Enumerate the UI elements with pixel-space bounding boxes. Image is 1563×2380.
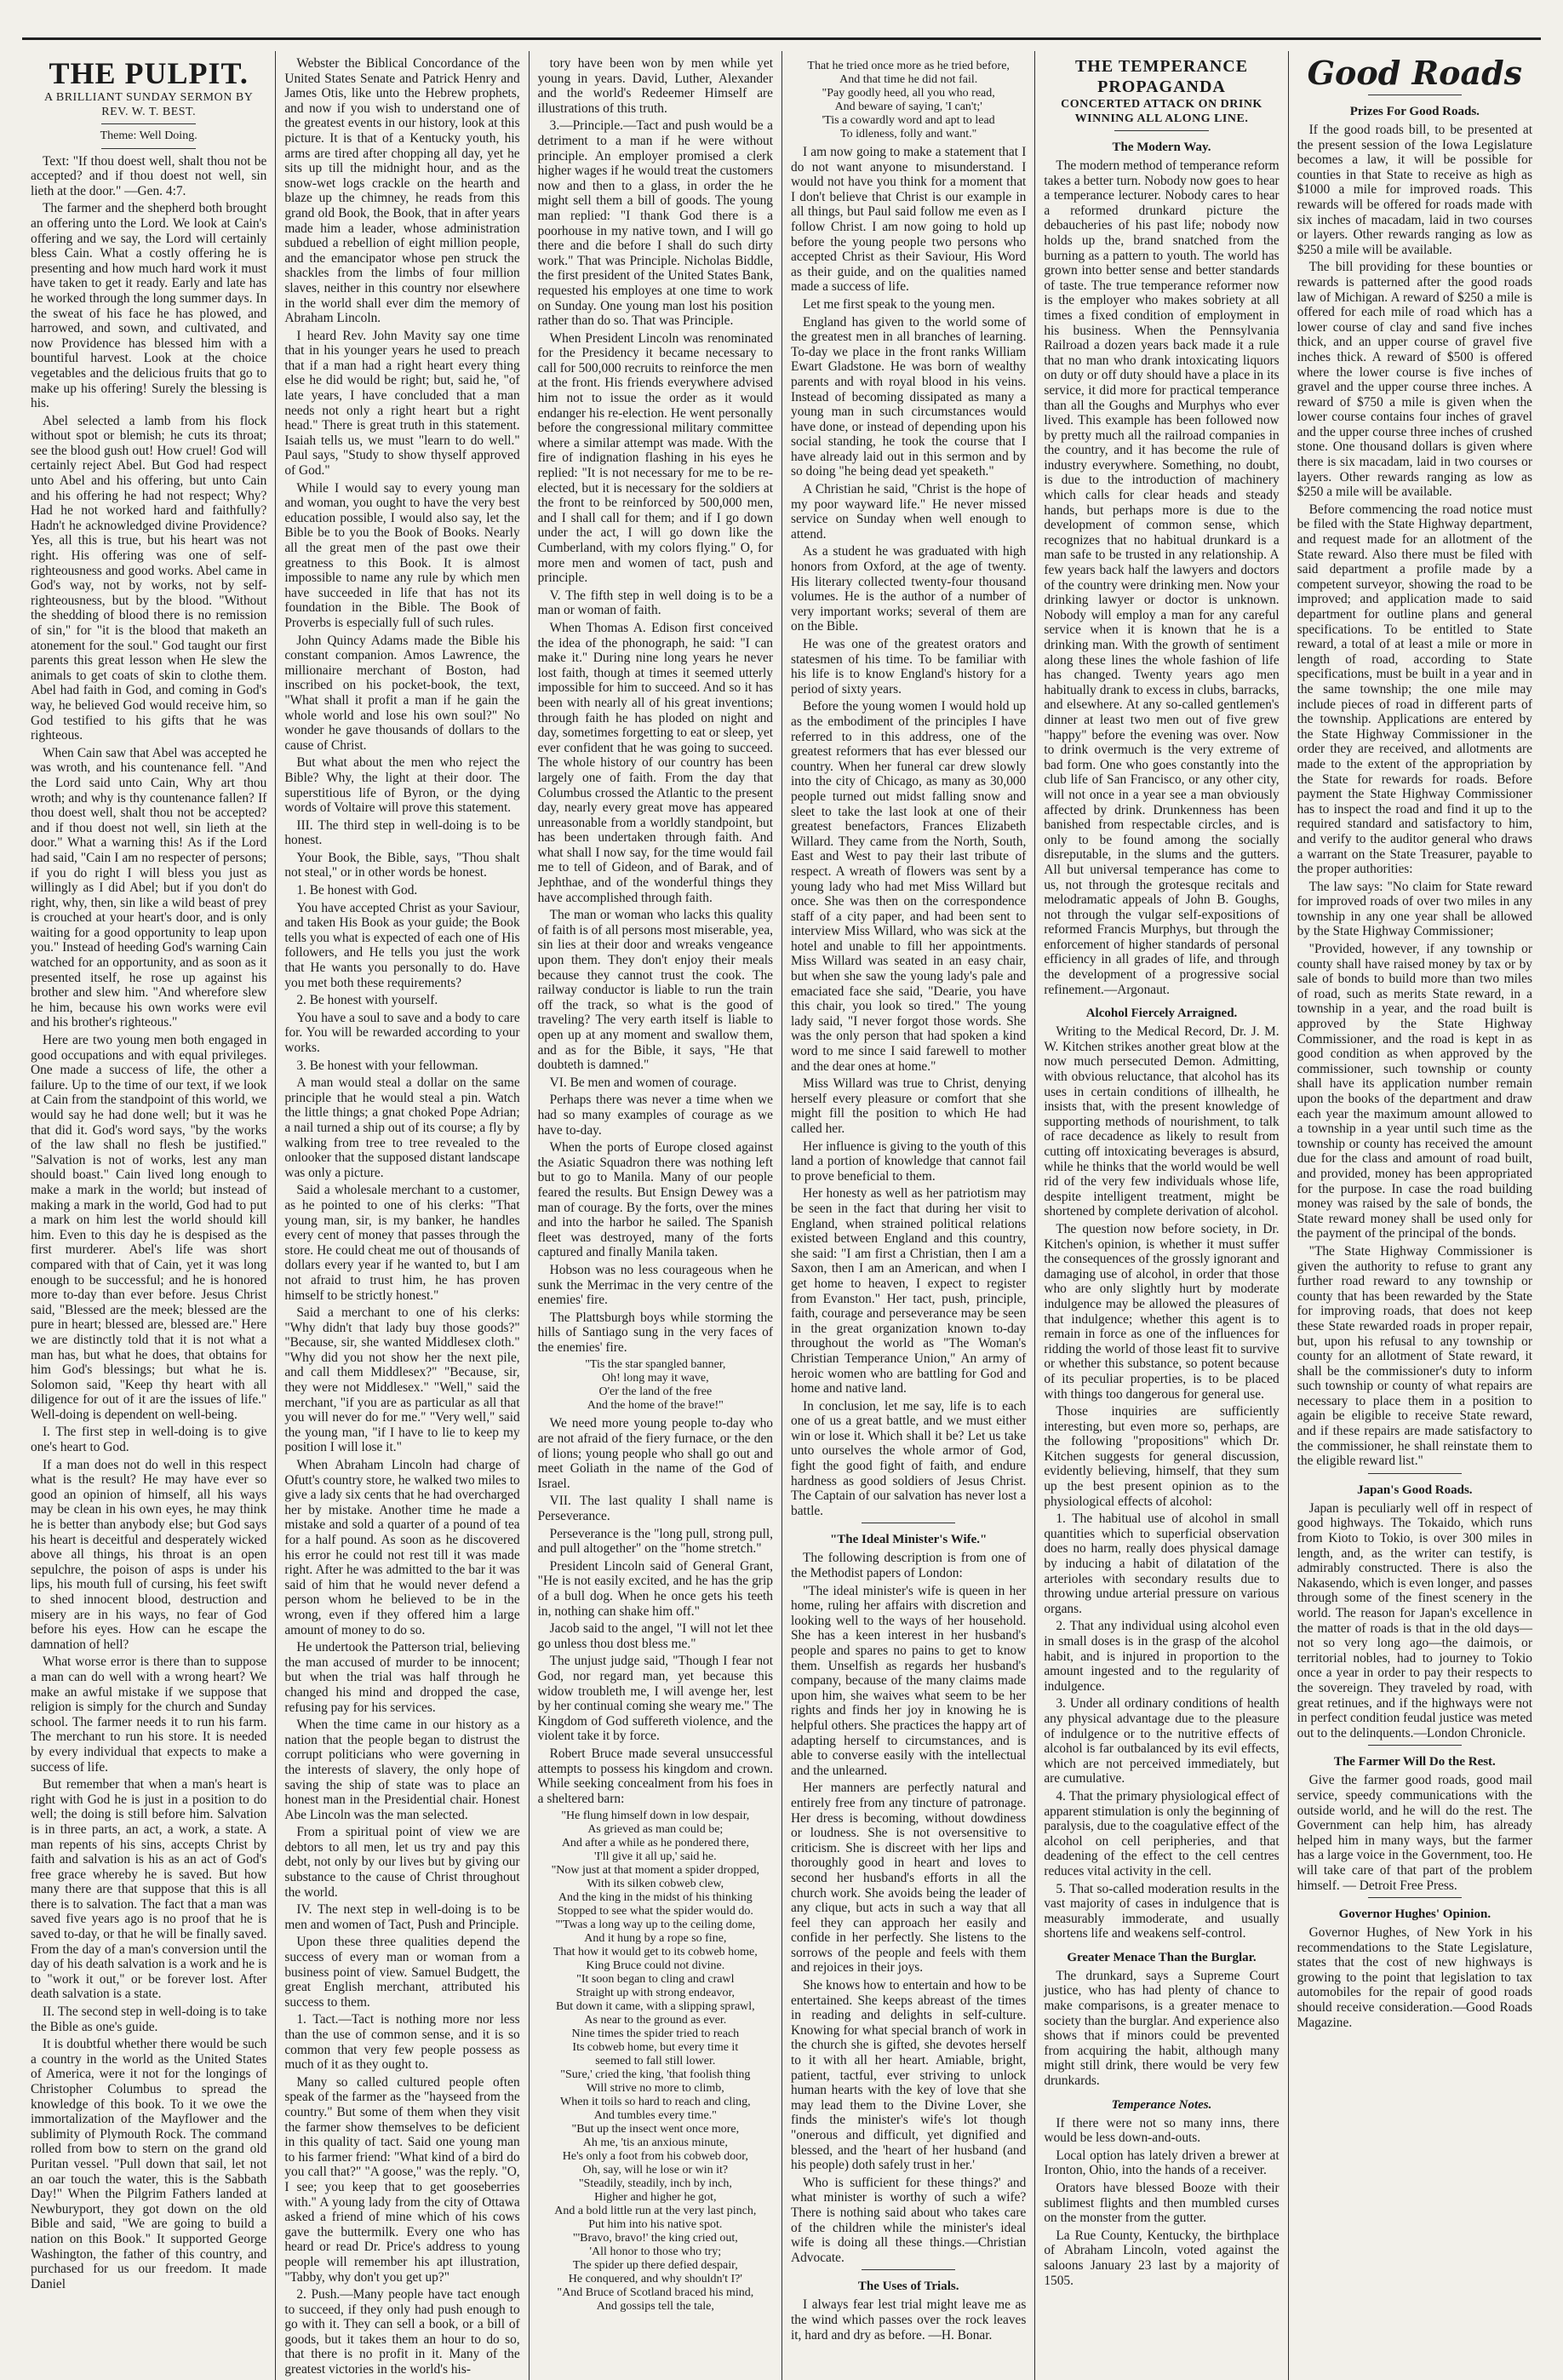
divider xyxy=(1114,130,1209,131)
paragraph: Those inquiries are sufficiently interesting, but even more so, perhaps, are the following "propositions" which Dr. Kitchen suggests for general discussion, evidently believing, himself, that they sum up the best present opinion as to the physiological effects of alcohol: xyxy=(1044,1404,1280,1509)
trials-heading: The Uses of Trials. xyxy=(857,2280,959,2294)
sermon-theme: Theme: Well Doing. xyxy=(100,129,198,142)
top-rule xyxy=(22,37,1541,40)
paragraph: He undertook the Patterson trial, believing the man accused of murder to be innocent; but when the trial was half through he changed his mind and dropped the case, refusing pay for his services. xyxy=(284,1640,520,1715)
paragraph: 3. Be honest with your fellowman. xyxy=(296,1058,478,1073)
poem-line: And tumbles every time." xyxy=(593,2109,717,2123)
paragraph: She knows how to entertain and how to be entertained. She keeps abreast of the times in reading and delights in self-culture. Knowing for what special branch of work in the church she is gifted, she devotes herself to it with all her heart. Amiable, bright, patient, tactful, ever striving to unlock human hearts with the key of love that she may lead them to the Divine Lover, she finds the minister's wife's lot though "onerous and difficult, yet dignified and blessed, and the 'heart of her husband (and his people) doth safely trust in her.' xyxy=(791,1978,1027,2173)
paragraph: England has given to the world some of the greatest men in all branches of learning. To-day we place in the front ranks William Ewart Gladstone. He was born of wealthy parents and with royal blood in his veins. Instead of becoming dissipated as many a young man in such circumstances would have done, or instead of depending upon his social standing, he took the course that I have already laid out in this sermon and by so doing "he being dead yet speaketh." xyxy=(791,314,1027,479)
paragraph: tory have been won by men while yet young in years. David, Luther, Alexander and the world's Redeemer Himself are illustrations of this truth. xyxy=(537,56,773,116)
columns xyxy=(22,51,1541,2377)
paragraph: A man would steal a dollar on the same principle that he would steal a pin. Watch the little things; a gnat choked Pope Adrian; a nail turned a ship out of its course; a fly by walking from tree to tree revealed to the onlooker that the supposed distant landscape was only a picture. xyxy=(284,1075,520,1180)
poem-line: "It soon began to cling and crawl xyxy=(576,1973,735,1987)
poem-line: With its silken cobweb clew, xyxy=(587,1878,724,1891)
paragraph: V. The fifth step in well doing is to be a man or woman of faith. xyxy=(537,588,773,618)
poem-line: To idleness, folly and want." xyxy=(840,128,977,141)
japan-heading: Japan's Good Roads. xyxy=(1357,1482,1473,1497)
paragraph: You have a soul to save and a body to care for. You will be rewarded according to your works. xyxy=(284,1010,520,1055)
paragraph: John Quincy Adams made the Bible his constant companion. Amos Lawrence, the millionaire merchant of Boston, had inscribed on his pocket-book, the text, "What shall it profit a man if he gain the whole world and lose his own soul?" No wonder he gave thousands of dollars to the cause of Christ. xyxy=(284,633,520,753)
poem-line: Its cobweb home, but every time it xyxy=(572,2041,739,2055)
paragraph: You have accepted Christ as your Saviour, and taken His Book as your guide; the Book tells you what is expected of each one of His followers, and He tells you just the work that He wants you personally to do. Have you met both these requirements? xyxy=(284,900,520,990)
poem-line: The spider up there defied despair, xyxy=(572,2259,738,2273)
sermon-continued-3 xyxy=(538,1416,773,1806)
poem-line: Oh, say, will he lose or win it? xyxy=(582,2164,729,2177)
poem-line: That how it would get to its cobweb home, xyxy=(552,1946,758,1959)
poem-line: Stopped to see what the spider would do. xyxy=(557,1905,753,1918)
paragraph: Upon these three qualities depend the success of every man or woman from a business point of view. Samuel Budgett, the great English merchant, attributed his success to them. xyxy=(284,1935,520,2010)
poem-line: 'All honor to those who try; xyxy=(589,2245,722,2259)
paragraph: Local option has lately driven a brewer at Ironton, Ohio, into the hands of a receiver. xyxy=(1044,2148,1280,2178)
poem-line: "Now just at that moment a spider dropped, xyxy=(551,1864,760,1878)
temperance-subtitle: CONCERTED ATTACK ON DRINK WINNING ALL ALONG LINE. xyxy=(1061,98,1262,125)
paragraph: When Cain saw that Abel was accepted he was wroth, and his countenance fell. "And the Lord said unto Cain, Why art thou wroth; and why is thy countenance fallen? If thou doest well, shalt thou not be accepted? and if thou doest not well, sin lieth at the door." What a warning this! As if the Lord had said, "Cain I am no respecter of persons; if you do right I will bless you just as willingly as I did Abel; but if you don't do right, why, then, sin like a wild beast of prey is crouched at your heart's door, and is only waiting for a good opportunity to leap upon you." Instead of heeding God's warning Cain watched for an opportunity, and as soon as it presented itself, he rose up against his brother and slew him. "And wherefore slew he him, because his own works were evil and his brother's righteous." xyxy=(31,745,267,1030)
paragraph: 3. Under all ordinary conditions of health any physical advantage due to the pleasure of indulgence or to the nutritive effects of alcohol is far outbalanced by its evil effects, which are not perceived immediately, but are cumulative. xyxy=(1044,1696,1280,1786)
paragraph: Robert Bruce made several unsuccessful attempts to possess his kingdom and crown. While seeking concealment from his foes in a sheltered barn: xyxy=(537,1746,773,1806)
paragraph: When the time came in our history as a nation that the people began to distrust the corrupt politicians who were governing in the interests of slavery, the only hope of saving the ship of state was to place an honest man in the Presidential chair. Honest Abe Lincoln was the man selected. xyxy=(284,1718,520,1822)
paragraph: Perhaps there was never a time when we had so many examples of courage as we have to-day. xyxy=(537,1093,773,1138)
paragraph: The law says: "No claim for State reward for improved roads of over two miles in any township in any one year shall be allowed by the State Highway Commissioner; xyxy=(1297,879,1532,939)
poem-line: "He flung himself down in low despair, xyxy=(561,1809,750,1823)
paragraph: Miss Willard was true to Christ, denying herself every pleasure or comfort that she might fill the position to which He had called her. xyxy=(791,1076,1027,1136)
poem-line: Will strive no more to climb, xyxy=(586,2082,724,2096)
temperance-masthead xyxy=(1044,56,1279,131)
paragraph: The following description is from one of the Methodist papers of London: xyxy=(791,1551,1027,1581)
paragraph: "The State Highway Commissioner is given the authority to refuse to grant any further road reward to any township or county that has been rewarded by the State for improving roads, that does not keep these State rewarded roads in proper repair, but, upon his refusal to any township or county for an allotment of State reward, it shall be the commissioner's duty to inform such township or county of what repairs are necessary to place them in a position to again be eligible to receive State reward, and if these repairs are made satisfactory to the commissioner, he shall reinstate them to the eligible reward list." xyxy=(1297,1243,1532,1469)
poem-line: He's only a foot from his cobweb door, xyxy=(562,2150,748,2164)
trials-body xyxy=(791,2297,1026,2343)
paragraph: When President Lincoln was renominated for the Presidency it became necessary to call for 500,000 recruits to reinforce the men at the front. His friends everywhere advised him not to issue the order as it would endanger his re-election. He went personally before the congressional military committee where a similar attempt was made. With the fire of indignation flashing in his eyes he replied: "It is not necessary for me to be re-elected, but it is necessary for the soldiers at the front to be reinforced by 500,000 men, and I shall call for them; and if I go down under the act, I will go down like the Cumberland, with my colors flying." O, for more men and women of tact, push and principle. xyxy=(537,330,773,586)
ideal-wife-heading: "The Ideal Minister's Wife." xyxy=(829,1533,988,1547)
paragraph: 5. That so-called moderation results in the vast majority of cases in indulgence that is measurably immoderate, and usually shortens life and weakens self-control. xyxy=(1044,1881,1280,1941)
paragraph: II. The second step in well-doing is to take the Bible as one's guide. xyxy=(31,2004,267,2034)
column-2 xyxy=(275,51,528,2380)
prizes-body xyxy=(1297,123,1532,1469)
poem-line: 'I'll give it all up,' said he. xyxy=(594,1850,717,1864)
paragraph: Her manners are perfectly natural and entirely free from any tincture of patronage. Her dress is becoming, without dowdiness or loudness. She is not oversensitive to criticism. She is discreet with her lips and thoroughly good in heart and loves to second her husband's efforts in all the church work. She avoids being the leader of any clique, but acts in such a way that all feel they can approach her easily and confide in her perfectly. She listens to the sorrows of the people and feels with them and rejoices in their joys. xyxy=(791,1781,1027,1976)
prizes-heading: Prizes For Good Roads. xyxy=(1349,105,1480,118)
poem-line: But down it came, with a slipping sprawl, xyxy=(555,2000,755,2014)
paragraph: The farmer and the shepherd both brought an offering unto the Lord. We look at Cain's offering and we say, the Lord will certainly bless Cain. What a costly offering he is presenting and how much hard work it must have taken to get it ready. Early and late has he worked through the long summer days. In the sweat of his face he has plowed, and harrowed, and sown, and cultivated, and now Providence has blessed him with a bountiful harvest. Look at the choice vegetables and the delicious fruits that go to make up his offering! Surely the blessing is his. xyxy=(31,201,267,411)
paragraph: 1. Tact.—Tact is nothing more nor less than the use of common sense, and it is so common that very few people possess as much of it as they ought to. xyxy=(284,2012,520,2073)
paragraph: Said a merchant to one of his clerks: "Why didn't that lady buy those goods?" "Because, sir, she wanted Middlesex cloth." "Why did you not show her the next pile, and call them Middlesex?" "Because, sir, they were not Middlesex." "Well," said the merchant, "if you are as particular as all that you will never do for me." "Very well," said the young man, "if I have to lie to keep my position I will lose it." xyxy=(284,1305,520,1455)
poem-line: And a bold little run at the very last pinch, xyxy=(554,2205,757,2218)
poem-line: And after a while as he pondered there, xyxy=(561,1837,749,1850)
paragraph: Hobson was no less courageous when he sunk the Merrimac in the very centre of the enemies' fire. xyxy=(537,1262,773,1308)
pulpit-title: THE PULPIT. xyxy=(49,56,249,90)
paragraph: But remember that when a man's heart is right with God he is just in a position to do well; the doing is still before him. Salvation is in three parts, an act, a work, a state. A man repents of his sins, accepts Christ by faith and salvation is his as an act of God's free grace whereby he is saved. But how many there are that suppose that this is all there is to salvation. The fact that a man was saved five years ago is no proof that he is saved to-day, or that he will be finally saved. From the day of a man's conversion until the day of his death salvation is a work and he is to "work it out," or be forever lost. After death salvation is a state. xyxy=(31,1777,267,2002)
modern-way-body xyxy=(1044,158,1279,997)
paragraph: Her influence is giving to the youth of this land a portion of knowledge that cannot fail to prove beneficial to them. xyxy=(791,1138,1027,1184)
divider xyxy=(1368,1745,1463,1746)
good-roads-masthead xyxy=(1297,56,1532,95)
paragraph: 4. That the primary physiological effect of apparent stimulation is only the beginning of paralysis, due to the coagulative effect of the alcohol on cell peripheries, and that deadening of the effect to the cell centres reduces vital activity in the cell. xyxy=(1044,1788,1280,1878)
hughes-body xyxy=(1297,1925,1532,2030)
paragraph: While I would say to every young man and woman, you ought to have the very best education possible, I would also say, let the Bible be to you the Book of Books. Nearly all the great men of the past owe their greatness to this Book. It is almost impossible to name any rule by which men have succeeded in life that has not its foundation in the Bible. The Book of Proverbs is especially full of such rules. xyxy=(284,480,520,630)
paragraph: 1. Be honest with God. xyxy=(296,883,418,898)
sermon-continued-2 xyxy=(538,56,773,1355)
paragraph: The modern method of temperance reform takes a better turn. Nobody now goes to hear a temperance lecturer. Nobody cares to hear a reformed drunkard picture the debaucheries of his past life; nobody now holds up the, brand snatched from the burning as a pattern to youth. The world has grown into better sense and better standards of taste. The true temperance reformer now is the employer who makes sobriety at all times a fixed condition of employment in his business. When the Pennsylvania Railroad a dozen years back made it a rule that no man who drank intoxicating liquors on duty or off duty should have a place in its service, it did more for practical temperance than all the Goughs and Murphys who ever lived. This example has been followed now by pretty much all the railroad companies in the country, and it has become the rule of industry everywhere. Something, no doubt, is due to the introduction of machinery which calls for clear heads and steady hands, but perhaps more is due to the development of common sense, which recognizes that no habitual drunkard is a man safe to be trusted in any relationship. A few years back half the lawyers and doctors of the country were drinking men. Now your drinking lawyer or doctor is unknown. Nobody will employ a man for any careful service when it is known that he is a drinking man. With the growth of sentiment along these lines the whole fashion of life has changed. Twenty years ago men habitually drank to excess in clubs, barracks, and elsewhere. At any so-called gentlemen's dinner at least two men out of five grew "happy" before the evening was over. Now to drink overmuch is the very extreme of bad form. One who goes constantly into the club life of San Francisco, or any other city, will not once in a year see a man obviously affected by drink. Drunkenness has been banished from respectable circles, and is only to be found among the socially disreputable, in the slums and the gutters. All but universal temperance has come to us, not through the grotesque recitals and melodramatic appeals of John B. Goughs, not through the vulgar self-expositions of reformed Francis Murphys, but through the enforcement of higher standards of personal efficiency in all grades of life, and through the development of a progressive social refinement.—Argonaut. xyxy=(1044,158,1280,997)
paragraph: If the good roads bill, to be presented at the present session of the Iowa Legislature becomes a law, it will be possible for counties in that State to receive as high as $1000 a mile for improved roads. This rewards will be offered for roads made with six inches of macadam, laid in two courses or layers. Other rewards ranging as low as $250 a mile will be available. xyxy=(1297,123,1532,257)
notes-body xyxy=(1044,2116,1279,2289)
poem-line: Ah me, 'tis an anxious minute, xyxy=(582,2136,728,2150)
pulpit-subtitle: A BRILLIANT SUNDAY SERMON BY REV. W. T. BEST. xyxy=(44,91,254,118)
poem-line: And that time he did not fail. xyxy=(839,73,978,86)
paragraph: Text: "If thou doest well, shalt thou not be accepted? and if thou doest not well, sin lieth at the door." —Gen. 4:7. xyxy=(31,153,267,198)
poem-line: "Sure,' cried the king, 'that foolish thing xyxy=(560,2068,751,2082)
paragraph: As a student he was graduated with high honors from Oxford, at the age of twenty. His literary collected twenty-four thousand volumes. He is the author of a number of very important works; several of them are on the Bible. xyxy=(791,544,1027,634)
good-roads-title: Good Roads xyxy=(1307,54,1523,92)
paragraph: III. The third step in well-doing is to be honest. xyxy=(284,817,520,848)
alcohol-body xyxy=(1044,1024,1279,1941)
poem-line: "Pay goodly heed, all you who read, xyxy=(822,87,995,100)
paragraph: "Provided, however, if any township or county shall have raised money by tax or by sale of bonds to build more than two miles of road, such as merits State reward, in a township in a year, and the road built is approved by the State Highway Commissioner, and the road is kept in as good condition as when approved by the commissioner, such township or county shall have its application number remain upon the books of the department and draw each year the maximum amount allowed to a township in a year until such time as the township or county has received the amount due for the class and amount of road built, and provided, money has been appropriated for the purpose. In case the road building money was raised by the sale of bonds, the State reward money shall be used only for the payment of the principal of the bonds. xyxy=(1297,942,1532,1242)
paragraph: Webster the Biblical Concordance of the United States Senate and Patrick Henry and James Otis, like unto the Hebrew prophets, and now if you wish to understand one of the greatest events in our history, look at this picture. It is that of a Kentucky youth, his arms are tired after chopping all day, yet he sits up till the midnight hour, and as the snow-wet logs crackle on the hearth and blaze up the chimney, he reads from this grand old Book, the Book, that in after years made him a leader, whose administration subdued a rebellion of eight million people, and the emancipator whose pen struck the shackles from the limbs of four million slaves, neither in this country nor elsewhere in the world shall ever dim the memory of Abraham Lincoln. xyxy=(284,56,520,326)
farmer-heading: The Farmer Will Do the Rest. xyxy=(1333,1755,1496,1769)
poem-line: Nine times the spider tried to reach xyxy=(571,2027,740,2041)
paragraph: La Rue County, Kentucky, the birthplace of Abraham Lincoln, voted against the saloons January 23 last by a majority of 1505. xyxy=(1044,2228,1280,2288)
paragraph: The man or woman who lacks this quality of faith is of all persons most miserable, yea, sin lies at their door and wreaks vengeance upon them. They don't enjoy their meals because they cannot trust the cook. The railway conductor is liable to run the train off the track, so what is the good of traveling? The very earth itself is liable to open up at any moment and swallow them, and as for the Bible, it says, "He that doubteth is damned." xyxy=(537,908,773,1073)
alcohol-heading: Alcohol Fiercely Arraigned. xyxy=(1085,1006,1238,1021)
paragraph: Who is sufficient for these things?' and what minister is worthy of such a wife? There is nothing said about who takes care of the children while the minister's ideal wife is doing all these things.—Christian Advocate. xyxy=(791,2175,1027,2265)
hughes-heading: Governor Hughes' Opinion. xyxy=(1338,1907,1491,1922)
farmer-body xyxy=(1297,1773,1532,1893)
paragraph: Before commencing the road notice must be filed with the State Highway department, and request made for an allotment of the State reward. Also there must be filed with said department a profile made by a competent surveyor, showing the road to be improved; and application made to said department for outline plans and general specifications. To be entitled to State reward, a total of at least a mile or more in length of road, according to State specifications, must be built in a year and in the same township; the one mile may include pieces of road in different parts of the township. Applications are entered by the State Highway Commissioner in the order they are received, and allotments are made to the extent of the appropriation by the State for rewards for roads. Before payment the State Highway Commissioner has to inspect the road and find it up to the required standard and satisfactory to him, and verify to the auditor general who draws a warrant on the State Treasurer, payable to the proper authorities: xyxy=(1297,502,1532,877)
paragraph: Japan is peculiarly well off in respect of good highways. The Tokaido, which runs from Kioto to Tokio, is over 300 miles in length, and, as the writer can testify, is admirably constructed. There is also the Nakasendo, which is even longer, and passes through some of the finest scenery in the world. The reason for Japan's excellence in the matter of roads is that in the old days—not so very long ago—the daimois, or territorial nobles, had to journey to Tokio once a year in order to pay their respects to the sovereign. They traveled by road, with great retinues, and if the highways were not in perfect condition feudal justice was meted out to the delinquents.—London Chronicle. xyxy=(1297,1500,1532,1741)
bruce-spider-poem xyxy=(538,1809,773,2314)
paragraph: The drunkard, says a Supreme Court justice, who has had plenty of chance to make comparisons, is a greater menace to society than the burglar. And experience also shows that if minors could be prevented from acquiring the habit, although many might still drink, there would be very few drunkards. xyxy=(1044,1968,1280,2089)
column-1 xyxy=(22,51,275,2380)
divider xyxy=(862,2269,956,2270)
poem-line: And it hung by a rope so fine, xyxy=(584,1932,727,1946)
notes-heading: Temperance Notes. xyxy=(1111,2097,1212,2112)
sermon-body xyxy=(31,154,266,2292)
paragraph: The Plattsburgh boys while storming the hills of Santiago sung in the very faces of the enemies' fire. xyxy=(537,1310,773,1355)
paragraph: Writing to the Medical Record, Dr. J. M. W. Kitchen strikes another great blow at the now much persecuted Demon. Admitting, with obvious reluctance, that alcohol has its uses in certain conditions of illhealth, he insists that, with the present knowledge of supporting methods of nourishment, to talk of race decadence as likely to result from cutting off intoxicating beverages is absurd, while he thinks that the world would be well rid of the very few individuals whose life, despite intelligent treatment, might be shortened by complete derivation of alcohol. xyxy=(1044,1024,1280,1219)
paragraph: Here are two young men both engaged in good occupations and with equal privileges. One made a success of life, the other a failure. Up to the time of our text, if we look at Cain from the standpoint of this world, we would say he had done well; but it was he that did it. God's word says, "by the works of the law shall no flesh be justified." "Salvation is not of works, lest any man should boast." Cain lived long enough to make a mark in the world; but instead of making a mark in the world, God had to put a mark on him lest the world should kill him. Even to this day he is despised as the first murderer. Abel's life was short compared with that of Cain, yet it was long enough to be successful; and he is honored more to-day than ever before. Jesus Christ said, "Blessed are the meek; blessed are the pure in heart; blessed are, blessed are." Here we are distinctly told that it is not what a man has, but what he does, that obtains for him God's blessings; but what he is. Solomon said, "Keep thy heart with all diligence for out of it are the issues of life." Well-doing is dependent on well-being. xyxy=(31,1033,267,1422)
poem-line: "But up the insect went once more, xyxy=(571,2123,740,2136)
divider xyxy=(101,123,196,124)
paragraph: If there were not so many inns, there would be less down-and-outs. xyxy=(1044,2115,1280,2146)
sermon-conclusion xyxy=(791,145,1026,1518)
paragraph: When the ports of Europe closed against the Asiatic Squadron there was nothing left but to go to Manila. Many of our people feared the results. But Ensign Dewey was a man of courage. By the forts, over the mines and into the harbor he sailed. The Spanish fleet was destroyed, many of the forts captured and finally Manila taken. xyxy=(537,1140,773,1260)
poem-line: seemed to fall still lower. xyxy=(595,2055,716,2068)
poem-line: "'Bravo, bravo!' the king cried out, xyxy=(572,2232,738,2245)
paragraph: Governor Hughes, of New York in his recommendations to the State Legislature, states that the cost of new highways is growing to the point that legislation to tax automobiles for the repair of good roads should receive consideration.—Good Roads Magazine. xyxy=(1297,1925,1532,2030)
japan-body xyxy=(1297,1501,1532,1741)
paragraph: The unjust judge said, "Though I fear not God, nor regard man, yet because this widow troubleth me, I will avenge her, lest by her continual coming she weary me." The Kingdom of God suffereth violence, and the violent take it by force. xyxy=(537,1654,773,1744)
paragraph: I heard Rev. John Mavity say one time that in his younger years he used to preach that if a man had a right heart every thing else he did would be right; but, said he, "of late years, I have concluded that a man needs not only a right heart but a right head." There is great truth in this statement. Isaiah tells us, we must "learn to do well." Paul says, "Study to show thyself approved of God." xyxy=(284,328,520,479)
poem-line: "Tis the star spangled banner, xyxy=(585,1358,726,1372)
paragraph: Before the young women I would hold up as the embodiment of the principles I have referred to in this address, one of the greatest reformers that has ever blessed our country. When her funeral car drew slowly into the city of Chicago, as many as 30,000 people turned out midst falling snow and sleet to take the last look at one of their greatest benefactors, Frances Elizabeth Willard. They came from the North, South, East and West to pay their last tribute of respect. A wreath of flowers was sent by a young lady who had met Miss Willard but once. She was then on the correspondence staff of a city paper, and had been sent to interview Miss Willard, who was sick at the hotel and unable to fill her appointments. Miss Willard was seated in an easy chair, but when she saw the young lady's pale and emaciated face she said, "Dearie, you have this chair, you look so tired." The young lady said, "I never forgot those words. She was the only person that had spoken a kind word to me since I said farewell to mother and the dear ones at home." xyxy=(791,699,1027,1074)
paragraph: 2. Push.—Many people have tact enough to succeed, if they only had push enough to go with it. They can sell a book, or a bill of goods, but it takes them an hour to do so, that there is no profit in it. Many of the greatest victories in the world's his- xyxy=(284,2287,520,2377)
paragraph: I. The first step in well-doing is to give one's heart to God. xyxy=(31,1425,267,1455)
poem-line: "'Twas a long way up to the ceiling dome, xyxy=(555,1918,756,1932)
paragraph: Jacob said to the angel, "I will not let thee go unless thou dost bless me." xyxy=(537,1621,773,1651)
paragraph: Your Book, the Bible, says, "Thou shalt not steal," or in other words be honest. xyxy=(284,850,520,880)
paragraph: If a man does not do well in this respect what is the result? He may have ever so good an opinion of himself, all his ways may be clean in his own eyes, he may think he is better than anybody else; but God says his heart is deceitful and desperately wicked above all things, his throat is an open sepulchre, the poison of asps is under his lips, his mouth full of cursing, his feet swift to shed innocent blood, destruction and misery are in his ways, no fear of God before his eyes. How can he escape the damnation of hell? xyxy=(31,1457,267,1652)
poem-line: As grieved as man could be; xyxy=(587,1823,724,1837)
temperance-title: THE TEMPERANCE PROPAGANDA xyxy=(1074,57,1249,96)
paragraph: 2. Be honest with yourself. xyxy=(296,993,438,1008)
paragraph: Perseverance is the "long pull, strong pull, and pull altogether" on the "home stretch." xyxy=(537,1526,773,1557)
paragraph: "The ideal minister's wife is queen in her home, ruling her affairs with discretion and looking well to the ways of her household. She has a keen interest in her husband's people and spares no pains to get to know them. Unselfish as regards her husband's company, because of the many claims made upon him, she waives what seem to be her rights and finds her joy in knowing he is helpful others. She practices the happy art of adapting herself to circumstances, and is able to converse easily with the intellectual and the unlearned. xyxy=(791,1583,1027,1778)
paragraph: 2. That any individual using alcohol even in small doses is in the grasp of the alcohol habit, and is injured in proportion to the amount ingested and to the regularity of indulgence. xyxy=(1044,1619,1280,1694)
column-5 xyxy=(1034,51,1287,2380)
paragraph: The question now before society, in Dr. Kitchen's opinion, is whether it must suffer the consequences of the grossly ignorant and damaging use of alcohol, in order that those who are only slightly hurt by moderate indulgence may be allowed the pleasures of that indulgence; whether this agent is to remain in force as one of the influences for ridding the world of those least fit to survive or whether this substance, so potent because of its peculiar properties, is to be placed with things too dangerous for general use. xyxy=(1044,1221,1280,1402)
paragraph: I always fear lest trial might leave me as the wind which passes over the rock leaves it, hard and dry as before. —H. Bonar. xyxy=(791,2297,1027,2343)
paragraph: Said a wholesale merchant to a customer, as he pointed to one of his clerks: "That young man, sir, is my banker, he handles every cent of money that passes through the store. He could cheat me out of thousands of dollars every year if he wanted to, but I am not afraid to trust him, he has proven himself to be strictly honest." xyxy=(284,1183,520,1303)
paragraph: Let me first speak to the young men. xyxy=(803,296,995,312)
poem-line: And beware of saying, 'I can't;' xyxy=(834,100,982,113)
column-6 xyxy=(1288,51,1541,2380)
poem-line: Oh! long may it wave, xyxy=(602,1372,709,1385)
poem-line: Put him into his native spot. xyxy=(588,2218,723,2232)
poem-line: "Steadily, steadily, inch by inch, xyxy=(578,2177,732,2191)
bruce-poem-end xyxy=(791,60,1026,141)
poem-line: "And Bruce of Scotland braced his mind, xyxy=(557,2286,754,2300)
paragraph: Her honesty as well as her patriotism may be seen in the fact that during her visit to England, when strained political relations existed between England and this country, she said: "I am first a Christian, then I am a Saxon, then I am an American, and when I get home to heaven, I expect to register from Evanston." Her tact, push, principle, faith, courage and perseverance may be seen in the great organization known to-day throughout the world as "The Woman's Christian Temperance Union," An army of heroic women who are battling for God and home and native land. xyxy=(791,1186,1027,1396)
paragraph: From a spiritual point of view we are debtors to all men, let us try and pay this debt, not only by our lives but by giving our substance to the cause of Christ throughout the world. xyxy=(284,1825,520,1900)
divider xyxy=(1368,1897,1463,1898)
poem-line: That he tried once more as he tried before, xyxy=(807,60,1010,72)
paragraph: It is doubtful whether there would be such a country in the world as the United States of America, were it not for the longings of Christopher Columbus to spread the knowledge of this book. To it we owe the immortalization of the Mayflower and the sublimity of Plymouth Rock. The command rolled from bow to stern on the grand old Puritan vessel. "Pull down that sail, let not an oar touch the water, this is the Sabbath Day!" When the Pilgrim Fathers landed at Newburyport, they got down on the old Bible and said, "We are going to build a nation on this Book." It supported George Washington, the father of this country, and purchased for us our freedom. It made Daniel xyxy=(31,2037,267,2291)
poem-line: And gossips tell the tale, xyxy=(596,2300,714,2314)
burglar-heading: Greater Menace Than the Burglar. xyxy=(1067,1950,1257,1964)
sermon-continued xyxy=(284,56,519,2377)
divider xyxy=(1368,1473,1463,1474)
poem-line: As near to the ground as ever. xyxy=(584,2014,727,2027)
paragraph: I am now going to make a statement that I do not want anyone to misunderstand. I would not have you think for a moment that I don't believe that Christ is our example in all things, but Paul said follow me even as I follow Christ. I am now going to hold up before the young people two persons who accepted Christ as their Saviour, His Word as their guide, and on the qualities named made a success of life. xyxy=(791,145,1027,295)
paragraph: VII. The last quality I shall name is Perseverance. xyxy=(537,1494,773,1524)
poem-line: And the home of the brave!" xyxy=(587,1399,724,1413)
poem-line: O'er the land of the free xyxy=(598,1385,713,1399)
paragraph: We need more young people to-day who are not afraid of the fiery furnace, or the den of lions; young people who shall go out and meet Goliath in the name of the God of Israel. xyxy=(537,1416,773,1491)
paragraph: 1. The habitual use of alcohol in small quantities which to superficial observation does no harm, really does physical damage by inducing a habit of dilatation of the arterioles with secondary results due to throwing undue arterial pressure on various organs. xyxy=(1044,1511,1280,1616)
modern-way-heading: The Modern Way. xyxy=(1112,141,1211,154)
paragraph: The bill providing for these bounties or rewards is patterned after the good roads law of Michigan. A reward of $250 a mile is offered for each mile of road which has a lower course of clay and sand five inches thick, and an upper course of gravel five inches thick. A reward of $500 is offered where the lower course is five inches of gravel and the upper course three inches. A reward of $750 a mile is given when the lower course contains four inches of gravel and the upper course three inches of crushed stone. One thousand dollars is given where there is six macadam, laid in two courses or layers. Other rewards ranging as low as $250 a mile will be available. xyxy=(1297,260,1532,500)
paragraph: In conclusion, let me say, life is to each one of us a great battle, and we must either win or lose it. Which shall it be? Let us take unto ourselves the whole armor of God, fight the good fight of faith, and endure hardness as good soldiers of Jesus Christ. The Captain of our salvation has never lost a battle. xyxy=(791,1398,1027,1518)
paragraph: IV. The next step in well-doing is to be men and women of Tact, Push and Principle. xyxy=(284,1902,520,1932)
paragraph: Abel selected a lamb from his flock without spot or blemish; he cuts its throat; see the blood gush out! How cruel! God will certainly reject Abel. But God had respect unto Abel and his offering, but unto Cain and his offering he had not respect; Why? Had he not worked hard and faithfully? Hadn't he acknowledged divine Providence? Yes, all this is true, but his heart was not right. His offering was one of self-righteousness and good works. Abel came in God's way, not by works, not by self-righteousness, but by the blood. "Without the shedding of blood there is no remission of sin," for "it is the blood that maketh an atonement for the soul." God taught our first parents this great lesson when He slew the animals to get coats of skin to clothe them. Abel had faith in God, and coming in God's way, he believed God would receive him, so God testified to his gifts that he was righteous. xyxy=(31,413,267,743)
poem-line: He conquered, and why shouldn't I?' xyxy=(568,2273,742,2286)
ideal-wife-body xyxy=(791,1551,1026,2265)
paragraph: Orators have blessed Booze with their sublimest flights and then mumbled curses on the monster from the gutter. xyxy=(1044,2181,1280,2226)
star-spangled-verse xyxy=(538,1358,773,1413)
paragraph: What worse error is there than to suppose a man can do well with a wrong heart? We make an awful mistake if we suppose that religion is simply for the church and Sunday school. The farmer needs it to run his farm. The merchant to run his store. It is needed by every individual that expects to make a success of life. xyxy=(31,1655,267,1775)
poem-line: 'Tis a cowardly word and apt to lead xyxy=(822,114,995,127)
poem-line: Straight up with strong endeavor, xyxy=(575,1987,736,2000)
paragraph: President Lincoln said of General Grant, "He is not easily excited, and he has the grip of a bull dog. When he once gets his teeth in, nothing can shake him off." xyxy=(537,1558,773,1619)
paragraph: 3.—Principle.—Tact and push would be a detriment to a man if he were without principle. An employer promised a clerk higher wages if he would treat the customers now and then to a glass, in order the he might sell them a bill of goods. The young man replied: "I thank God there is a poorhouse in my native town, and I will go there and die before I shall do such dirty work." That was Principle. Nicholas Biddle, the first president of the United States Bank, requested his employes at one time to work on Sunday. One young man lost his position rather than do so. That was Principle. xyxy=(537,118,773,329)
paragraph: But what about the men who reject the Bible? Why, the light at their door. The superstitious life of Byron, or the dying words of Voltaire will prove this statement. xyxy=(284,755,520,816)
paragraph: Many so called cultured people often speak of the farmer as the "hayseed from the country." But some of them when they visit the farmer show themselves to be deficient in this quality of tact. Said one young man to his farmer friend: "What kind of a bird do you call that?" "A goose," was the reply. "O, I see; you keep that to get gooseberries with." A young lady from the city of Ottawa asked a friend of mine which of his cows gave the buttermilk. Every one who has heard or read Dr. Price's address to young people will remember his apt illustration, "Tabby, why don't you get up?" xyxy=(284,2074,520,2285)
paragraph: A Christian he said, "Christ is the hope of my poor wayward life." He never missed service on Sunday when well enough to attend. xyxy=(791,482,1027,542)
paragraph: VI. Be men and women of courage. xyxy=(549,1075,737,1090)
poem-line: King Bruce could not divine. xyxy=(586,1959,725,1973)
paragraph: When Thomas A. Edison first conceived the idea of the phonograph, he said: "I can make it." During nine long years he never lost faith, though at times it seemed utterly impossible for him to succeed. And so it has been with nearly all of his great inventions; through faith he has ploded on night and day, sometimes forgetting to eat or sleep, yet ever confident that he was going to succeed. The whole history of our country has been largely one of faith. From the day that Columbus crossed the Atlantic to the present day, nearly every great move has appeared unreasonable from a worldly standpoint, but has been undertaken through faith. And what shall I now say, for the time would fail me to tell of Gideon, and of Barak, and of Jephthae, and of the wonderful things they have accomplished through faith. xyxy=(537,620,773,905)
pulpit-masthead xyxy=(31,56,266,149)
poem-line: When it toils so hard to reach and cling, xyxy=(560,2096,751,2109)
divider xyxy=(101,148,196,149)
paragraph: He was one of the greatest orators and statesmen of his time. To be familiar with his life is to know England's history for a period of sixty years. xyxy=(791,637,1027,697)
poem-line: Higher and higher he got, xyxy=(594,2191,717,2205)
burglar-body xyxy=(1044,1969,1279,2089)
column-3 xyxy=(529,51,782,2380)
column-4 xyxy=(782,51,1034,2380)
poem-line: And the king in the midst of his thinking xyxy=(558,1891,753,1905)
paragraph: When Abraham Lincoln had charge of Ofutt's country store, he walked two miles to give a lady six cents that he had overcharged her by mistake. Another time he made a mistake and sold a quarter of a pound of tea for a half pound. As soon as he discovered his error he could not rest till it was made right. After he was admitted to the bar it was said of him that he would never defend a person whom he believed to be in the wrong, even if they offered him a large amount of money to do so. xyxy=(284,1458,520,1637)
paragraph: Give the farmer good roads, good mail service, speedy communications with the outside world, and he will do the rest. The Government can help him, has already helped him in many ways, but the farmer has a large voice in the Government, too. He will take care of that part of the problem himself. — Detroit Free Press. xyxy=(1297,1773,1532,1893)
